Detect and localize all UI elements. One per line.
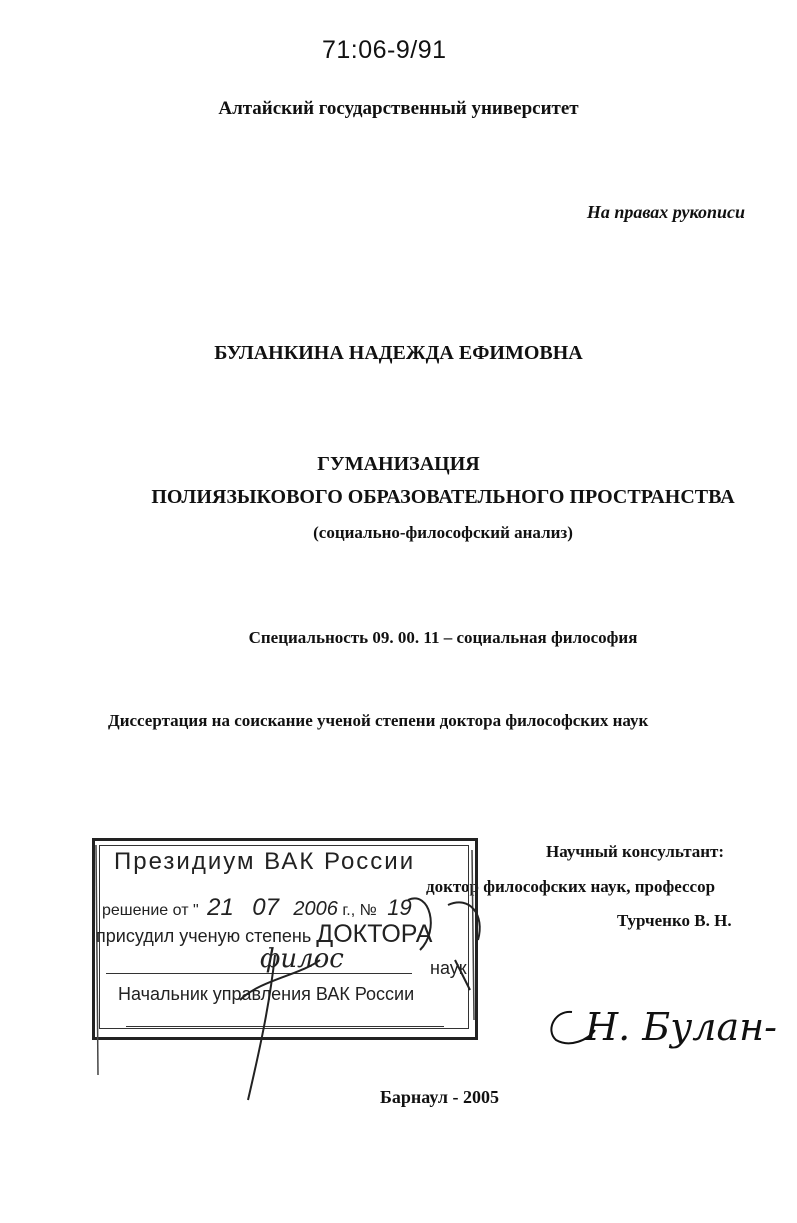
stamp-decision-year-suffix: г., №	[342, 902, 377, 919]
stamp-decision-month: 07	[252, 894, 279, 921]
stamp-long-signature-stroke	[248, 955, 275, 1100]
specialty-line: Специальность 09. 00. 11 – социальная философия	[248, 628, 638, 647]
stamp-awarded-prefix: присудил ученую степень	[96, 926, 312, 946]
stamp-cross-stroke	[240, 960, 320, 1000]
consultant-degree: доктор философских наук, профессор	[426, 877, 716, 896]
stamp-decision-day: 21	[207, 894, 234, 921]
stamp-field-handwritten: филос	[260, 944, 344, 974]
stamp-sciences-word: наук	[430, 958, 467, 978]
consultant-label: Научный консультант:	[546, 842, 725, 861]
stamp-number-scribble	[408, 898, 480, 990]
stamp-head-title: Начальник управления ВАК России	[118, 984, 415, 1004]
registry-code: 71:06-9/91	[322, 36, 447, 64]
stamp-title: Президиум ВАК России	[114, 848, 416, 875]
thesis-title-line-2: ПОЛИЯЗЫКОВОГО ОБРАЗОВАТЕЛЬНОГО ПРОСТРАНСТВА	[151, 486, 735, 508]
degree-statement: Диссертация на соискание ученой степени доктора философских наук	[108, 711, 649, 730]
university-name: Алтайский государственный университет	[218, 98, 579, 119]
author-signature: Н. Булан-	[585, 1005, 777, 1049]
stamp-vertical-stroke-right	[472, 850, 474, 1020]
stamp-awarded-degree: ДОКТОРА	[316, 920, 433, 948]
stamp-decision-number: 19	[387, 895, 412, 920]
thesis-subtitle: (социально-философский анализ)	[313, 523, 573, 542]
manuscript-rights-note: На правах рукописи	[586, 202, 745, 222]
consultant-name: Турченко В. Н.	[617, 911, 732, 930]
stamp-decision-year: 2006	[293, 898, 338, 920]
city-year: Барнаул - 2005	[380, 1087, 500, 1107]
author-name: БУЛАНКИНА НАДЕЖДА ЕФИМОВНА	[214, 342, 583, 364]
stamp-vertical-stroke-left	[96, 845, 98, 1075]
stamp-decision-prefix: решение от "	[102, 902, 199, 919]
thesis-title-line-1: ГУМАНИЗАЦИЯ	[317, 453, 480, 475]
